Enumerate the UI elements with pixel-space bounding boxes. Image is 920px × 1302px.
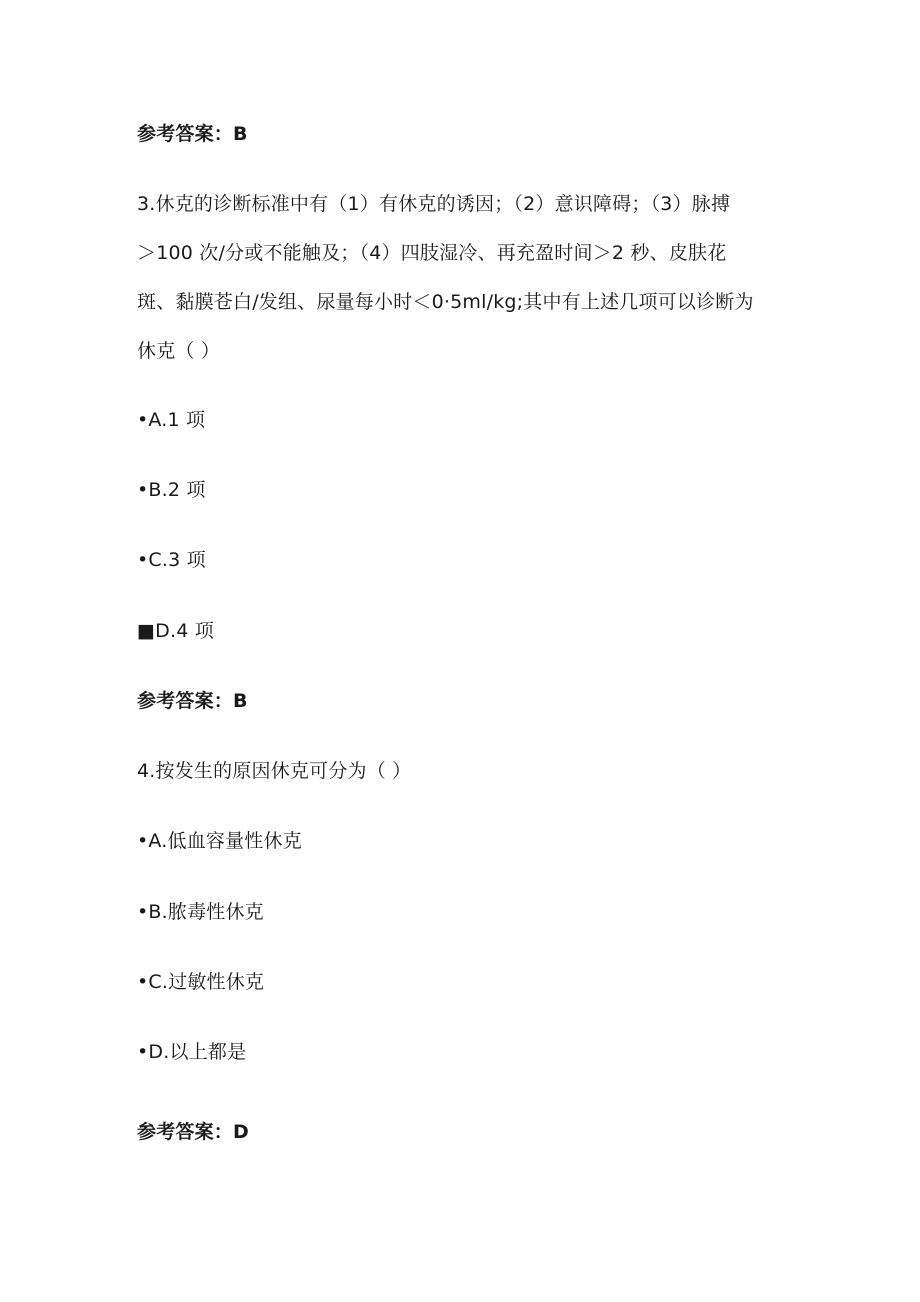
question-3-line-3: 斑、黏膜苍白/发组、尿量每小时＜0·5ml/kg;其中有上述几项可以诊断为 (137, 291, 754, 313)
question-3-option-b: •B.2 项 (137, 479, 206, 501)
question-4-stem: 4.按发生的原因休克可分为（ ） (137, 760, 412, 782)
question-4-option-b: •B.脓毒性休克 (137, 901, 264, 923)
question-4-option-c: •C.过敏性休克 (137, 971, 265, 993)
question-4-option-a: •A.低血容量性休克 (137, 830, 302, 852)
answer-label: 参考答案：B (137, 690, 248, 712)
question-3-option-c: •C.3 项 (137, 549, 206, 571)
question-3-line-2: ＞100 次/分或不能触及；（4）四肢湿冷、再充盈时间＞2 秒、皮肤花 (137, 242, 727, 264)
answer-label: 参考答案：D (137, 1121, 249, 1143)
question-3-option-d: ■D.4 项 (137, 620, 214, 642)
question-4-option-d: •D.以上都是 (137, 1041, 247, 1063)
question-3-line-4: 休克（ ） (137, 340, 221, 362)
answer-label: 参考答案：B (137, 123, 248, 145)
question-3-line-1: 3.休克的诊断标准中有（1）有休克的诱因；（2）意识障碍；（3）脉搏 (137, 193, 731, 215)
question-3-option-a: •A.1 项 (137, 409, 206, 431)
